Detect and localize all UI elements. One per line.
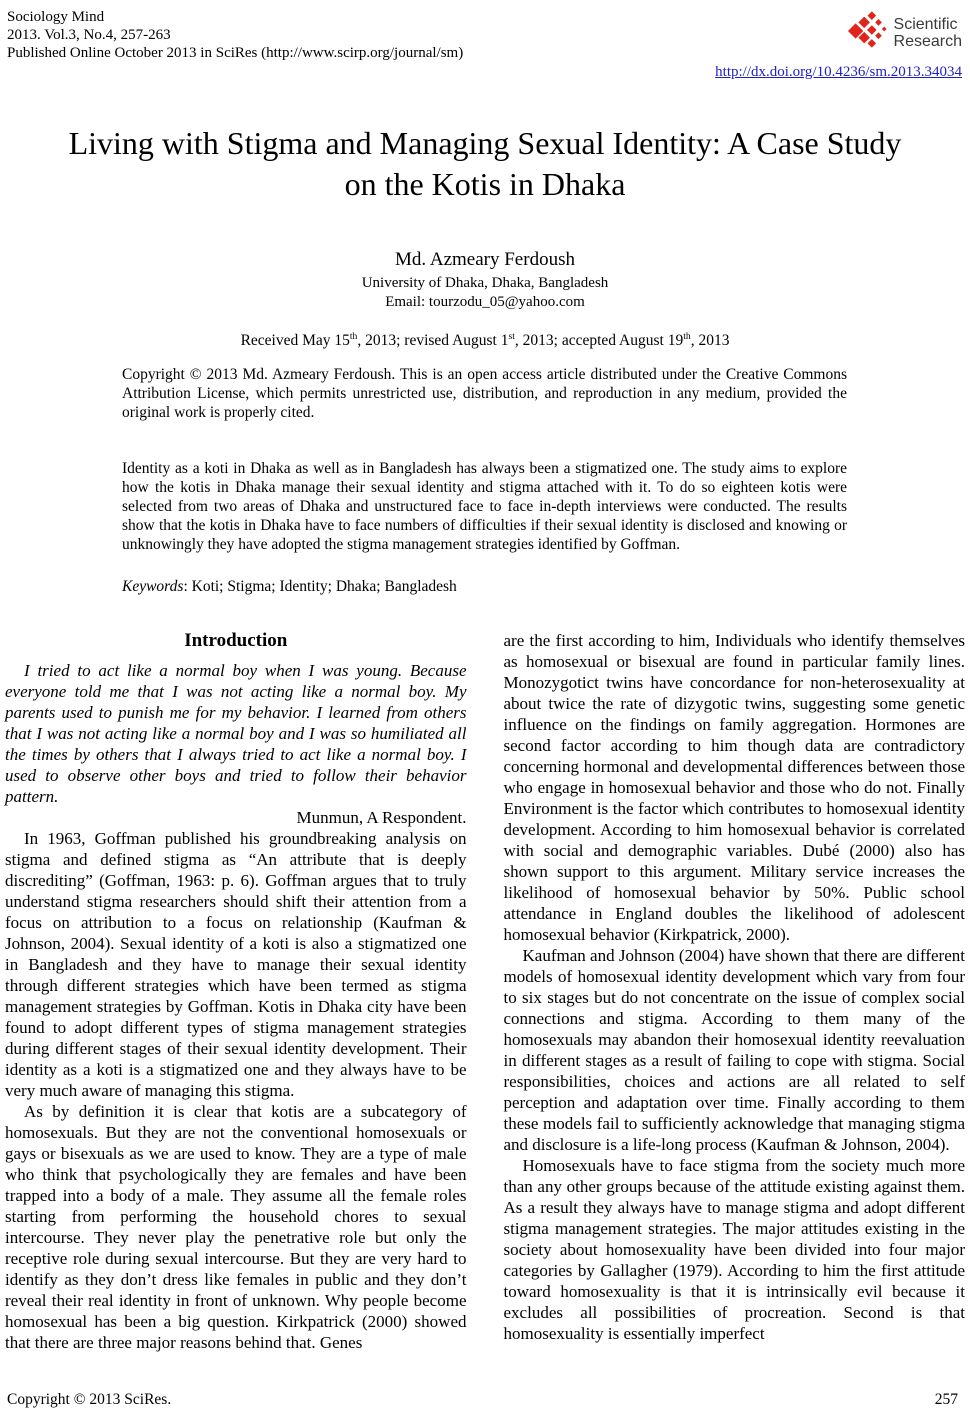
paragraph: Homosexuals have to face stigma from the society much more than any other groups because of the attitude existing against them. As a result they always have to manage stigma and adopt different stigma management strategies. The major attitudes existing in the society about homosexuality have been divided into four major categories by Gallagher (1979). According to him the first attitude toward homosexuality is that it is intrinsically evil because it excludes all possibilities of procreation. Second is that homosexuality is essentially imperfect [503, 1156, 965, 1343]
logo-text-line1: Scientific [893, 15, 958, 33]
published-line: Published Online October 2013 in SciRes (http://www.scirp.org/journal/sm) [7, 45, 464, 61]
page-footer [7, 1391, 958, 1409]
sr-diamonds-icon [847, 8, 889, 57]
author-email: Email: tourzodu_05@yahoo.com [385, 294, 585, 310]
right-column [504, 630, 966, 1353]
author-affiliation: University of Dhaka, Dhaka, Bangladesh [361, 275, 609, 291]
paragraph: As by definition it is clear that kotis are a subcategory of homosexuals. But they are not the conventional homosexuals or gays or bisexuals as we are used to know. They are a type of male who think that psychologically they are females and have been trapped into a body of a male. They assume all the female roles starting from performing the household chores to sexual intercourse. They never play the penetrative role but only the receptive role during sexual intercourse. But they are very hard to identify as they don’t dress like females in public and they don’t reveal their real identity in front of unknown. Why people become homosexual has been a big question. Kirkpatrick (2000) showed that there are three major reasons behind that. Genes [5, 1102, 467, 1352]
page-number: 257 [934, 1391, 958, 1408]
doi-link[interactable]: http://dx.doi.org/10.4236/sm.2013.34034 [715, 64, 962, 80]
paragraph: Kaufman and Johnson (2004) have shown that there are different models of homosexual identity development which vary from four to six stages but do not concentrate on the issue of complex social connections and stigma. According to them many of the homosexuals may abandon their homosexual identity reevaluation in different stages as a result of failing to cope with stigma. Social responsibilities, choices and actions are all related to self perception and adaptation over time. Finally according to them these models fail to sufficiently acknowledge that managing stigma and disclosure is a life-long process (Kaufman & Johnson, 2004). [503, 946, 965, 1154]
received-line: Received May 15th, 2013; revised August 1st, 2013; accepted August 19th, 2013 [240, 330, 730, 349]
header [0, 0, 970, 81]
journal-title: Sociology Mind [7, 9, 105, 25]
logo-text-line2: Research [893, 32, 962, 50]
quote-attribution: Munmun, A Respondent. [296, 808, 467, 827]
footer-copyright: Copyright © 2013 SciRes. [7, 1391, 172, 1408]
copyright-notice: Copyright © 2013 Md. Azmeary Ferdoush. This is an open access article distributed under the Creative Commons Attribution License, which permits unrestricted use, distribution, and reproduction in any medium, provided the original work is properly cited. [122, 366, 847, 421]
article-title-line2: on the Kotis in Dhaka [344, 166, 626, 202]
keywords-line [122, 577, 847, 596]
journal-meta [7, 8, 463, 62]
section-heading-introduction: Introduction [184, 630, 288, 651]
paragraph: In 1963, Goffman published his groundbreaking analysis on stigma and defined stigma as “An attribute that is deeply discrediting” (Goffman, 1963: p. 6). Goffman argues that to truly understand stigma researchers should shift their attention from a focus on attribution to a focus on relationship (Kaufman & Johnson, 2004). Sexual identity of a koti is also a stigmatized one in Bangladesh and they have to manage their sexual identity through different strategies which have been termed as stigma management strategies by Goffman. Kotis in Dhaka city have been found to adopt different types of stigma management strategies during different stages of their sexual identity development. Their identity as a koti is a stigmatized one and they always have to be very much aware of managing this stigma. [5, 829, 467, 1100]
author-name: Md. Azmeary Ferdoush [395, 249, 575, 270]
paragraph: are the first according to him, Individuals who identify themselves as homosexual or bisexual are found in particular family lines. Monozygotict twins have concordance for non-heterosexuality at about twice the rate of dizygotic twins, suggesting some genetic influence on the findings on family aggregation. Hormones are second factor according to him though data are contradictory concerning hormonal and developmental differences between those who engage in homosexual behavior and those who do not. Finally Environment is the factor which contributes to homosexual identity development. According to him homosexual behavior is correlated with social and demographic variables. Dubé (2000) also has shown support to this argument. Military service increases the likelihood of homosexual behavior by 50%. Public school attendance in England doubles the likelihood of adolescent homosexual behavior (Kirkpatrick, 2000). [503, 631, 965, 944]
keywords-label: Keywords [122, 578, 184, 595]
abstract: Identity as a koti in Dhaka as well as in Bangladesh has always been a stigmatized one. The study aims to explore how the kotis in Dhaka manage their sexual identity and stigma attached with it. To do so eighteen kotis were selected from two areas of Dhaka and unstructured face to face in-depth interviews were conducted. The results show that the kotis in Dhaka have to face numbers of difficulties if their sexual identity is disclosed and knowing or unknowingly they have adopted the stigma management strategies identified by Goffman. [122, 460, 847, 553]
body-columns [0, 630, 970, 1353]
left-column [5, 630, 467, 1353]
logo-text [894, 16, 962, 50]
article-title-line1: Living with Stigma and Managing Sexual Identity: A Case Study [68, 125, 902, 161]
keywords-list: : Koti; Stigma; Identity; Dhaka; Bangladesh [183, 578, 457, 595]
volume-line: 2013. Vol.3, No.4, 257-263 [7, 27, 171, 43]
header-right [715, 8, 962, 81]
respondent-quote: I tried to act like a normal boy when I was young. Because everyone told me that I was not acting like a normal boy. My parents used to punish me for my behavior. I learned from others that I was not acting like a normal boy and I was so humiliated all the times by others that I always tried to act like a normal boy. I used to observe other boys and tried to follow their behavior pattern. [5, 661, 467, 806]
article-title [0, 123, 970, 205]
scientific-research-logo [847, 8, 962, 57]
